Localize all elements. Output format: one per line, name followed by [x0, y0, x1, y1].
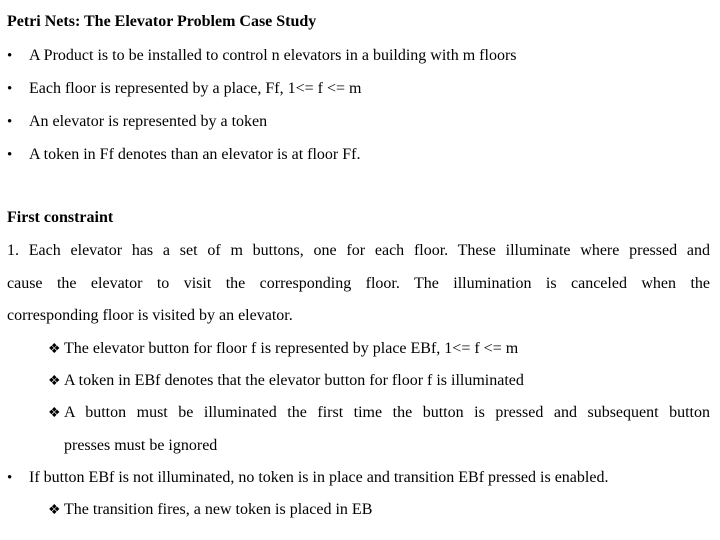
sub-list-item-continuation: presses must be ignored [64, 437, 218, 454]
paragraph-line: 1. Each elevator has a set of m buttons, one for each floor. These illuminate where pressed and [7, 242, 710, 259]
diamond-bullet-icon: ❖ [48, 406, 61, 421]
sub-list-item [48, 403, 710, 424]
list-item-text: An elevator is represented by a token [29, 113, 268, 130]
page-title: Petri Nets: The Elevator Problem Case Study [7, 13, 317, 30]
list-item-text: Each floor is represented by a place, Ff, 1<= f <= m [29, 80, 362, 97]
list-item-text: If button EBf is not illuminated, no token is in place and transition EBf pressed is enabled. [29, 469, 609, 486]
list-item-text: A Product is to be installed to control n elevators in a building with m floors [29, 47, 517, 64]
sub-list-item-text: The elevator button for floor f is represented by place EBf, 1<= f <= m [64, 340, 519, 357]
bullet-icon: • [7, 147, 13, 163]
sub-list-item [48, 500, 372, 521]
diamond-bullet-icon: ❖ [48, 374, 61, 389]
paragraph-line: cause the elevator to visit the corresponding floor. The illumination is canceled when the [7, 275, 710, 292]
list-item-text: A token in Ff denotes than an elevator is at floor Ff. [29, 146, 361, 163]
sub-list-item-text: A token in EBf denotes that the elevator button for floor f is illuminated [64, 372, 524, 389]
sub-list-item-text: A button must be illuminated the first time the button is pressed and subsequent button [64, 404, 710, 421]
paragraph-line: corresponding floor is visited by an elevator. [7, 307, 293, 324]
section-heading: First constraint [7, 209, 114, 226]
list-item [7, 79, 361, 99]
list-item [7, 46, 517, 66]
sub-list-item [48, 339, 518, 360]
bullet-icon: • [7, 81, 13, 97]
diamond-bullet-icon: ❖ [48, 503, 61, 518]
list-item [7, 145, 360, 165]
diamond-bullet-icon: ❖ [48, 342, 61, 357]
list-item [7, 468, 608, 488]
list-item [7, 112, 267, 132]
bullet-icon: • [7, 114, 13, 130]
sub-list-item-text: The transition fires, a new token is placed in EB [64, 501, 373, 518]
bullet-icon: • [7, 48, 13, 64]
bullet-icon: • [7, 470, 13, 486]
sub-list-item [48, 371, 524, 392]
